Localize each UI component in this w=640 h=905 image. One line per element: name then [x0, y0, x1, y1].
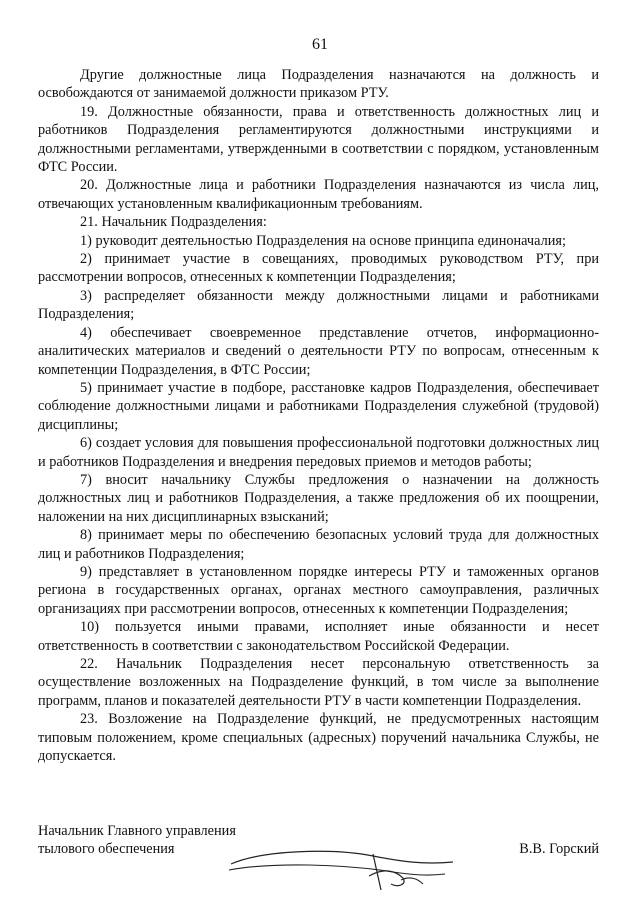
paragraph: 10) пользуется иными правами, исполняет иные обязанности и несет ответственность в соответствии с законодательством Российской Федерации. — [38, 619, 599, 654]
paragraph: 9) представляет в установленном порядке интересы РТУ и таможенных органов региона в государственных органах, органах местного самоуправления, различных организациях при рассмотрении вопросов, отнесенных к компетенции Подразделения; — [38, 563, 599, 617]
paragraph: 7) вносит начальнику Службы предложения о назначении на должность должностных лиц и работников Подразделения, а также предложения об их поощрении, наложении на них дисциплинарных взысканий; — [38, 471, 599, 525]
signer-title — [38, 822, 236, 859]
paragraph: 5) принимает участие в подборе, расстановке кадров Подразделения, обеспечивает соблюдение должностными лицами и работниками Подразделения служебной (трудовой) дисциплины; — [38, 379, 599, 433]
paragraph: 22. Начальник Подразделения несет персональную ответственность за осуществление возложенных на Подразделение функций, в том числе за выполнение программ, планов и показателей деятельности РТУ в части компетенции Подразделения. — [38, 656, 599, 709]
paragraph: 4) обеспечивает своевременное представление отчетов, информационно-аналитических материалов и сведений о деятельности РТУ по вопросам, отнесенным к компетенции Подразделения, в ФТС России; — [38, 324, 599, 378]
paragraph: Другие должностные лица Подразделения назначаются на должность и освобождаются от занимаемой должности приказом РТУ. — [38, 67, 599, 102]
paragraph: 8) принимает меры по обеспечению безопасных условий труда для должностных лиц и работников Подразделения; — [38, 527, 599, 562]
document-body — [38, 66, 599, 765]
handwritten-signature — [223, 832, 483, 897]
paragraph: 19. Должностные обязанности, права и ответственность должностных лиц и работников Подразделения регламентируются должностными инструкциями и должностными регламентами, утвержденными в соответствии с порядком, установленным ФТС России. — [38, 103, 599, 176]
paragraph: 21. Начальник Подразделения: — [80, 214, 267, 231]
paragraph: 2) принимает участие в совещаниях, проводимых руководством РТУ, при рассмотрении вопросов, отнесенных к компетенции Подразделения; — [38, 251, 599, 286]
paragraph: 1) руководит деятельностью Подразделения на основе принципа единоначалия; — [80, 232, 566, 249]
paragraph: 3) распределяет обязанности между должностными лицами и работниками Подразделения; — [38, 287, 599, 323]
paragraph: 23. Возложение на Подразделение функций, не предусмотренных настоящим типовым положением, кроме специальных (адресных) поручений начальника Службы, не допускается. — [38, 711, 599, 765]
paragraph: 20. Должностные лица и работники Подразделения назначаются из числа лиц, отвечающих установленным квалификационным требованиям. — [38, 177, 599, 212]
paragraph: 6) создает условия для повышения профессиональной подготовки должностных лиц и работников Подразделения и внедрения передовых приемов и методов работы; — [38, 435, 599, 470]
page-number: 61 — [312, 36, 328, 53]
signer-name: В.В. Горский — [519, 841, 599, 857]
signer-title-line: Начальник Главного управления — [38, 823, 236, 839]
signature-block — [38, 822, 599, 892]
signer-title-line: тылового обеспечения — [38, 841, 175, 858]
